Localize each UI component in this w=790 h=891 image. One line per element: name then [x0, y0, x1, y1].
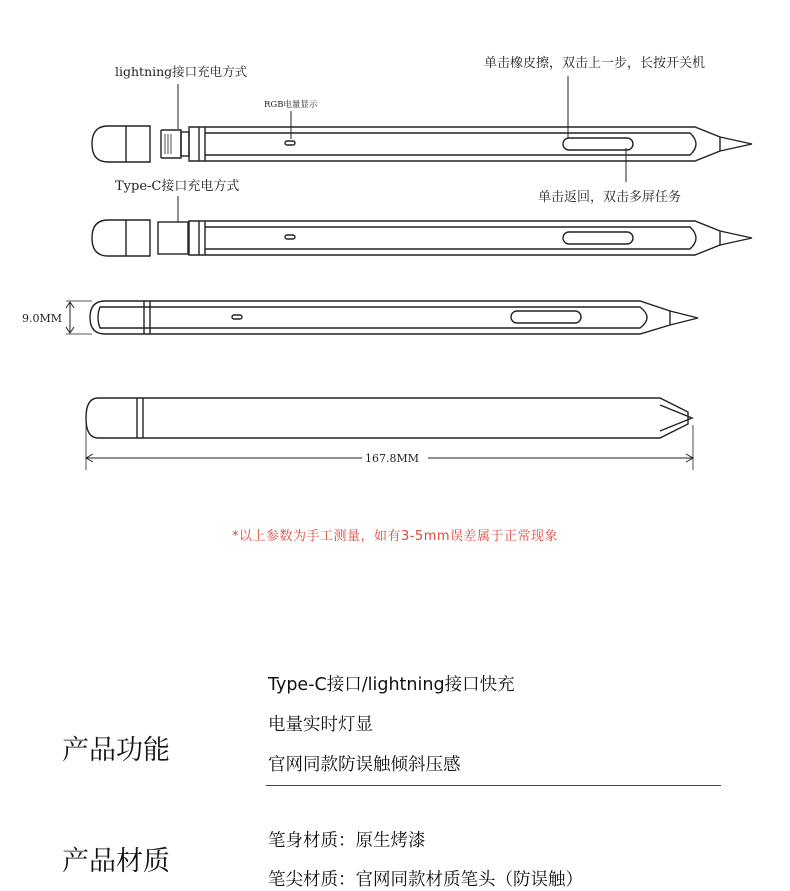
pen-lightning	[92, 76, 752, 182]
pen3-led	[232, 315, 242, 319]
label-length: 167.8MM	[365, 452, 420, 465]
section-title-material: 产品材质	[62, 846, 170, 877]
pen2-cap	[92, 220, 150, 256]
pen1-cap	[92, 126, 150, 162]
feature-item: 电量实时灯显	[268, 715, 373, 735]
pen2-button	[563, 232, 633, 244]
pen3-body	[90, 301, 670, 334]
pen-typec	[92, 196, 752, 256]
pen3-button	[511, 311, 581, 323]
pen1-body	[189, 127, 720, 161]
material-item: 笔尖材质：官网同款材质笔头（防误触）	[268, 870, 583, 890]
label-rgb-indicator: RGB电量显示	[264, 100, 318, 110]
material-item: 笔身材质：原生烤漆	[268, 831, 426, 851]
pen4-tip	[660, 405, 692, 431]
pen-side-view	[66, 301, 698, 334]
section-title-function: 产品功能	[62, 735, 170, 766]
label-bottom-button: 单击返回，双击多屏任务	[538, 190, 682, 205]
measurement-note: *以上参数为手工测量，如有3-5mm误差属于正常现象	[231, 529, 559, 544]
label-diameter: 9.0MM	[22, 312, 63, 325]
feature-item: 官网同款防误触倾斜压感	[268, 755, 461, 775]
pen3-tip	[670, 311, 698, 325]
label-lightning-charge: lightning接口充电方式	[115, 64, 248, 79]
label-top-button: 单击橡皮擦，双击上一步，长按开关机	[484, 56, 706, 71]
pen1-rgb-led	[285, 141, 295, 145]
pen1-button	[563, 138, 633, 150]
pen1-tip	[720, 137, 752, 151]
pen2-typec-connector	[158, 222, 188, 254]
feature-item: Type-C接口/lightning接口快充	[268, 675, 515, 695]
pen2-body	[189, 221, 720, 255]
pen2-rgb-led	[285, 235, 295, 239]
section-divider	[266, 785, 721, 786]
pen2-tip	[720, 231, 752, 245]
pen4-body	[86, 398, 688, 438]
label-typec-charge: Type-C接口充电方式	[115, 179, 240, 194]
